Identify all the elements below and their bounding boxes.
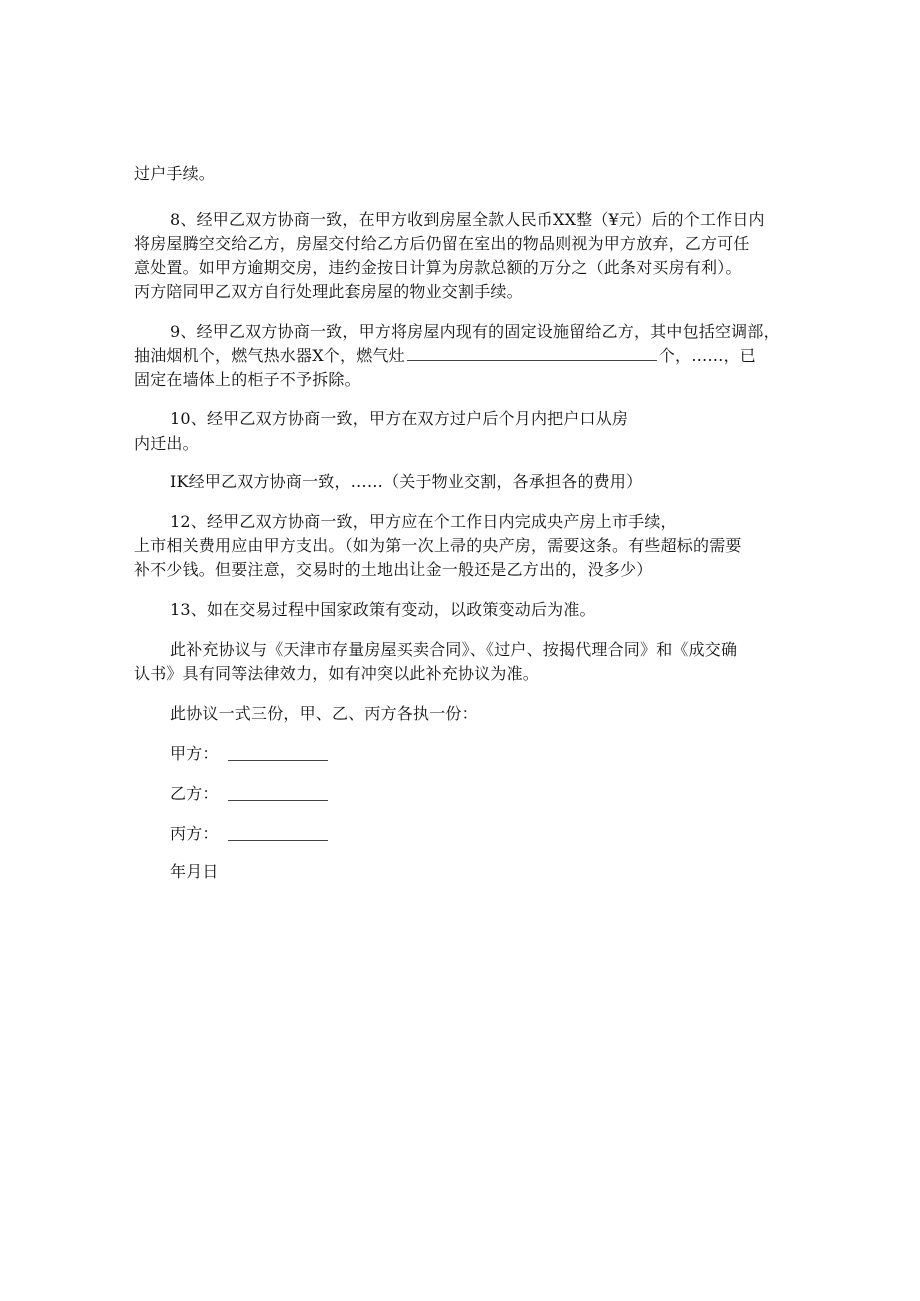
clause-9-line-3: 固定在墙体上的柜子不予拆除。: [134, 370, 361, 389]
clause-9-line-2-start: 抽油烟机个，燃气热水器X个，燃气灶: [134, 346, 405, 365]
clause-12-line-3: 补不少钱。但要注意，交易时的土地出让金一般还是乙方出的，没多少）: [134, 560, 653, 579]
copies-statement: 此协议一式三份，甲、乙、丙方各执一份：: [170, 704, 478, 723]
party-c-signature-line: [228, 839, 328, 841]
clause-8-line-1: 8、经甲乙双方协商一致，在甲方收到房屋全款人民币XX整（¥元）后的个工作日内: [170, 210, 765, 229]
clause-8-line-3: 意处置。如甲方逾期交房，违约金按日计算为房款总额的万分之（此条对买房有利）。: [134, 258, 742, 277]
stove-count-blank: [407, 346, 657, 361]
clause-12-line-2: 上市相关费用应由甲方支出。（如为第一次上帚的央产房，需要这条。有些超标的需要: [134, 536, 742, 555]
party-b-signature-line: [228, 799, 328, 801]
party-a-label: 甲方：: [170, 744, 219, 763]
clause-12-line-1: 12、经甲乙双方协商一致，甲方应在个工作日内完成央产房上市手续，: [170, 512, 677, 531]
clause-8-line-2: 将房屋腾空交给乙方，房屋交付给乙方后仍留在室出的物品则视为甲方放弃，乙方可任: [134, 234, 750, 253]
clause-13-line-1: 13、如在交易过程中国家政策有变动，以政策变动后为准。: [170, 600, 596, 619]
supplement-line-2: 认书》具有同等法律效力，如有冲突以此补充协议为准。: [134, 664, 540, 683]
clause-9-line-2-end: 个，……，已: [658, 346, 756, 365]
clause-10-line-2: 内迁出。: [134, 434, 199, 453]
clause-9-line-2: [134, 346, 756, 366]
clause-8-line-4: 丙方陪同甲乙双方自行处理此套房屋的物业交割手续。: [134, 282, 523, 301]
clause-9-line-1: 9、经甲乙双方协商一致，甲方将房屋内现有的固定设施留给乙方，其中包括空调部，: [170, 322, 780, 341]
party-a-signature-line: [228, 759, 328, 761]
party-b-label: 乙方：: [170, 784, 219, 803]
supplement-line-1: 此补充协议与《天津市存量房屋买卖合同》、《过户、按揭代理合同》和《成交确: [170, 640, 738, 659]
date-label: 年月日: [170, 862, 219, 881]
clause-10-line-1: 10、经甲乙双方协商一致，甲方在双方过户后个月内把户口从房: [170, 409, 629, 428]
clause-11-line-1: IK经甲乙双方协商一致，……（关于物业交割，各承担各的费用）: [170, 472, 643, 491]
intro-tail-text: 过户手续。: [134, 164, 216, 183]
party-c-label: 丙方：: [170, 824, 219, 843]
